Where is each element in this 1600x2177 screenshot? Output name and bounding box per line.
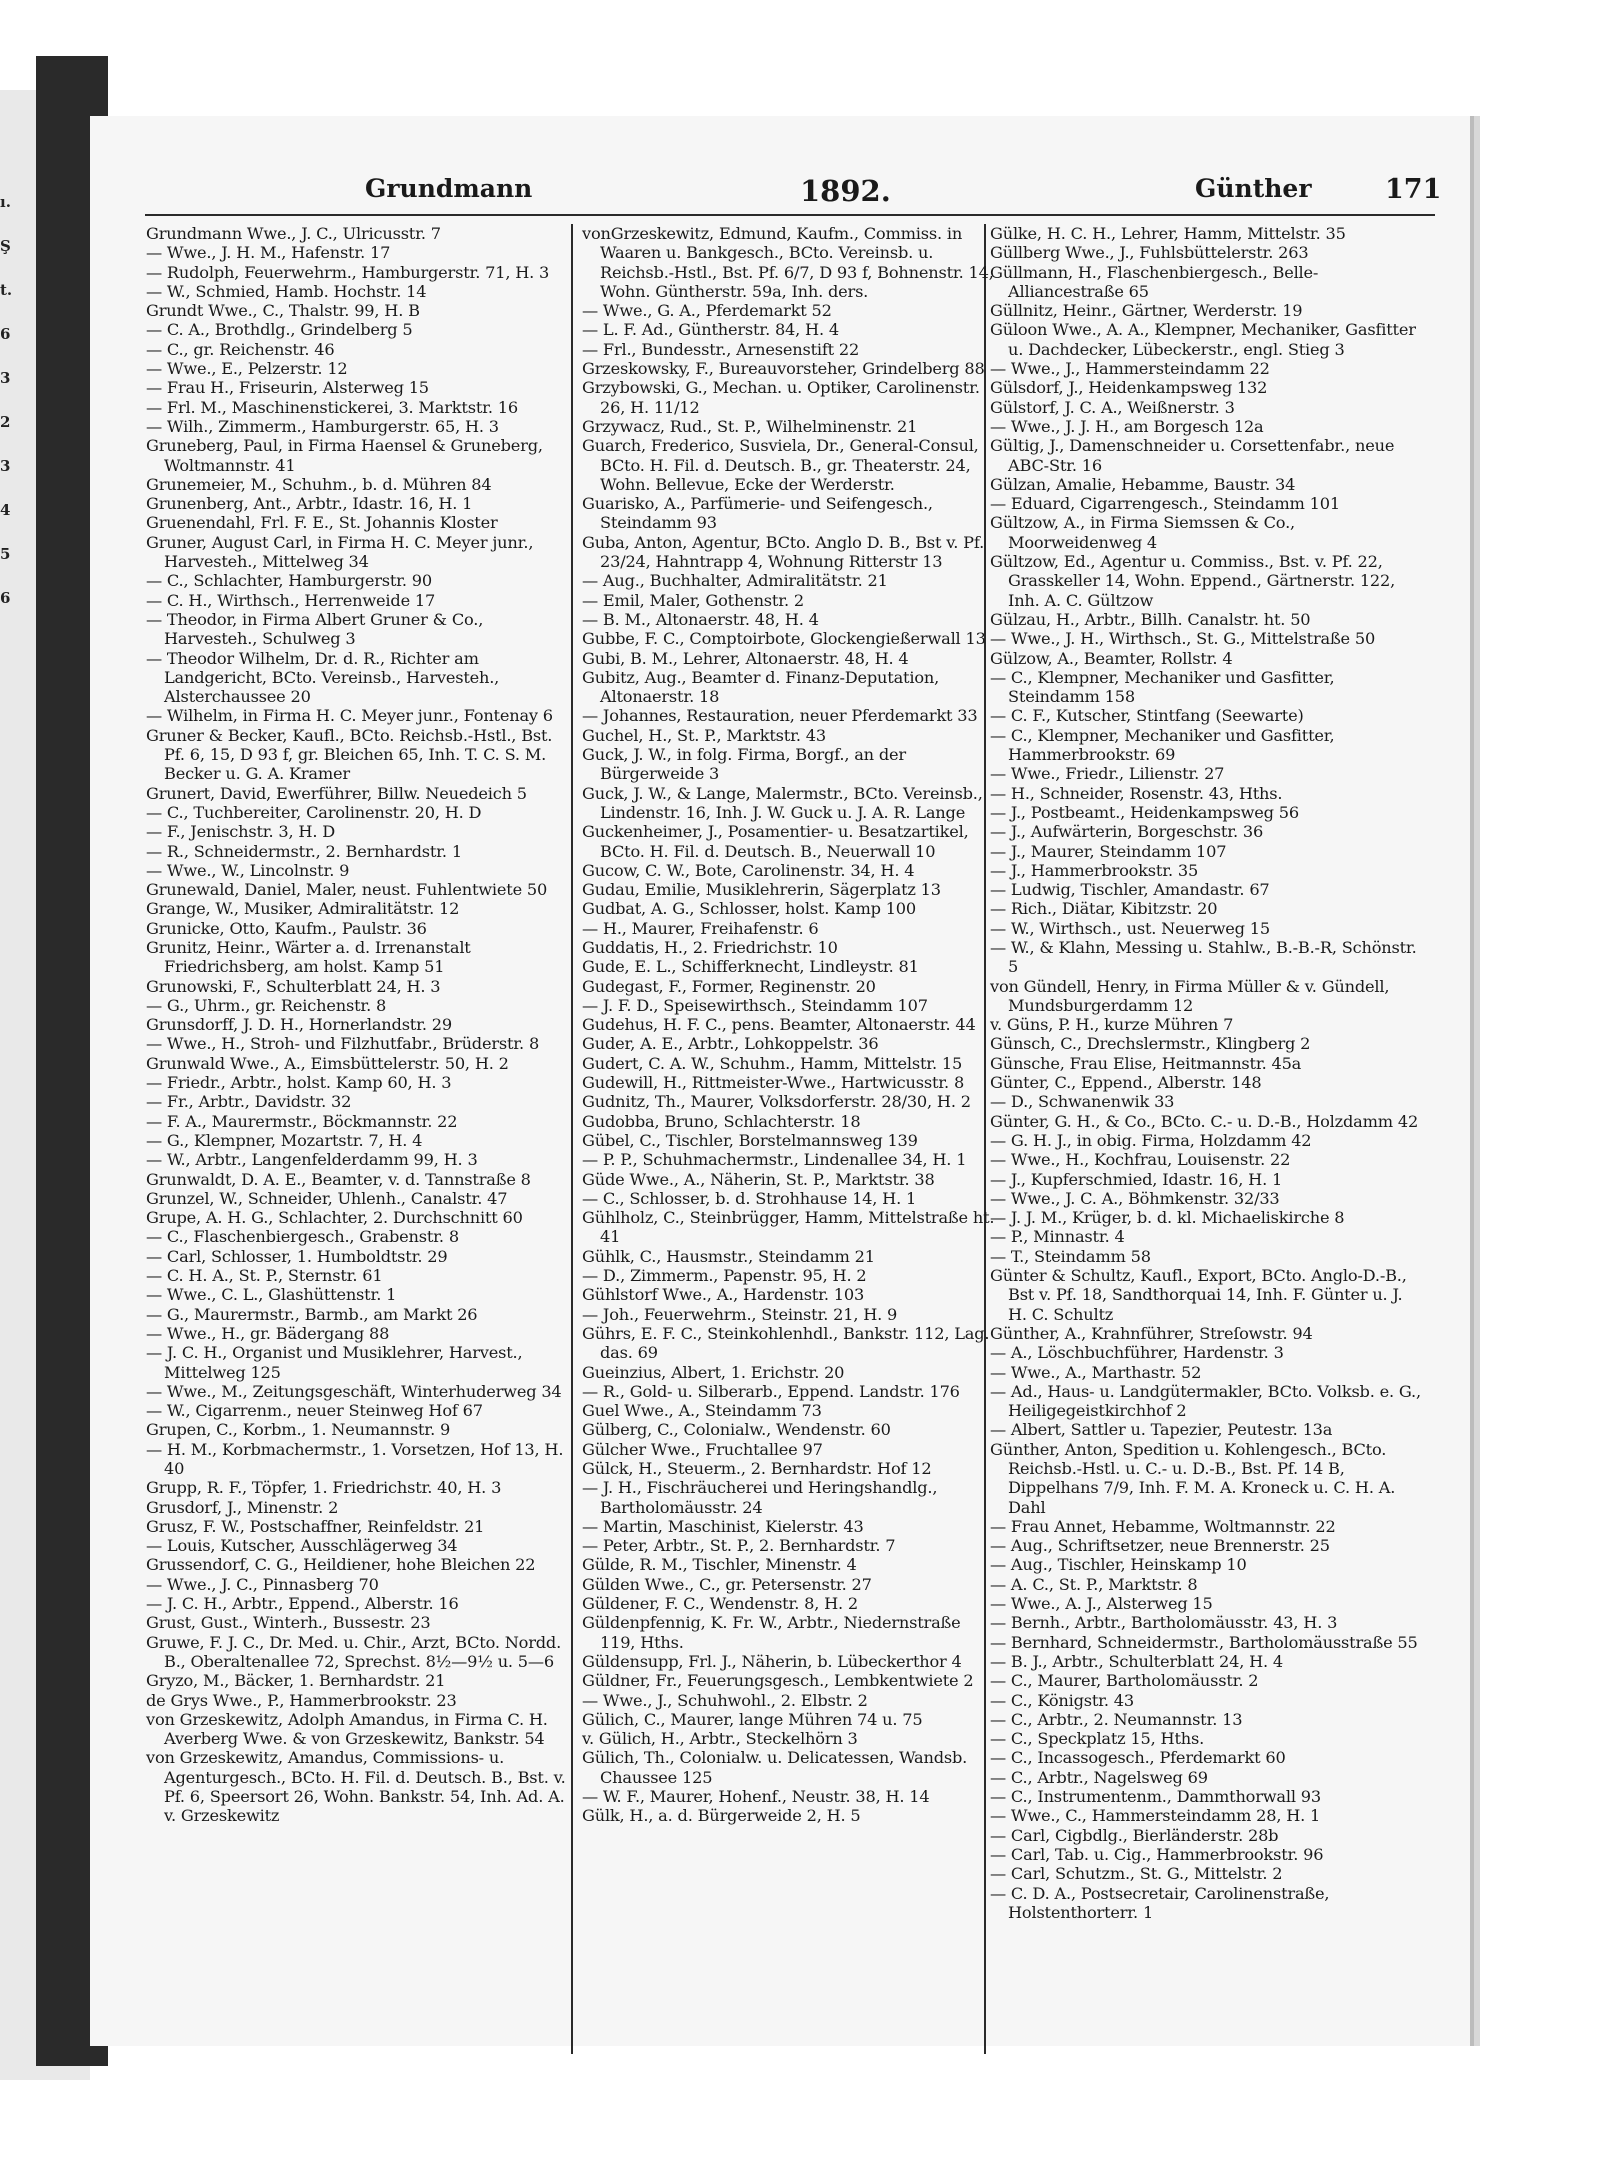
margin-fragment: ı. — [0, 193, 11, 211]
directory-entry: Grussendorf, C. G., Heildiener, hohe Bleichen 22 — [146, 1555, 536, 1575]
directory-entry: — W., Cigarrenm., neuer Steinweg Hof 67 — [146, 1401, 483, 1421]
directory-entry: — J. C. H., Arbtr., Eppend., Alberstr. 16 — [146, 1594, 459, 1614]
directory-entry: Güde Wwe., A., Näherin, St. P., Marktstr. 38 — [582, 1169, 935, 1189]
directory-entry: — C. A., Brothdlg., Grindelberg 5 — [146, 320, 413, 340]
directory-entry: — Wwe., C. L., Glashüttenstr. 1 — [146, 1285, 397, 1305]
directory-entry: Grunewald, Daniel, Maler, neust. Fuhlentwiete 50 — [146, 880, 548, 900]
directory-entry: — Emil, Maler, Gothenstr. 2 — [582, 590, 804, 610]
directory-entry: — Louis, Kutscher, Ausschlägerweg 34 — [146, 1536, 458, 1556]
directory-entry: Güldensupp, Frl. J., Näherin, b. Lübeckerthor 4 — [582, 1651, 962, 1671]
directory-entry: — Theodor, in Firma Albert Gruner & Co., Harvesteh., Schulweg 3 — [146, 609, 484, 649]
directory-entry: — Carl, Cigbdlg., Bierländerstr. 28b — [990, 1825, 1279, 1845]
directory-entry: Güllmann, H., Flaschenbiergesch., Belle-Alliancestraße 65 — [990, 262, 1319, 301]
directory-entry: Grunowski, F., Schulterblatt 24, H. 3 — [146, 976, 441, 996]
directory-entry: — Wwe., J., Schuhwohl., 2. Elbstr. 2 — [582, 1690, 868, 1710]
directory-entry: — Frl., Bundesstr., Arnesenstift 22 — [582, 339, 860, 359]
directory-entry: — C., Arbtr., Nagelsweg 69 — [990, 1767, 1208, 1787]
margin-fragment: 3 — [0, 369, 11, 387]
directory-entry: — D., Schwanenwik 33 — [990, 1092, 1175, 1112]
directory-entry: Grunitz, Heinr., Wärter a. d. Irrenanstalt Friedrichsberg, am holst. Kamp 51 — [146, 937, 471, 977]
directory-entry: — Wwe., H., Kochfrau, Louisenstr. 22 — [990, 1150, 1291, 1170]
directory-entry: — J., Hammerbrookstr. 35 — [990, 860, 1199, 880]
directory-entry: Guckenheimer, J., Posamentier- u. Besatzartikel, BCto. H. Fil. d. Deutsch. B., Neuerwall 10 — [582, 822, 969, 861]
directory-entry: Gübel, C., Tischler, Borstelmannsweg 139 — [582, 1130, 918, 1150]
directory-entry: Gülde, R. M., Tischler, Minenstr. 4 — [582, 1555, 857, 1575]
directory-entry: Grundmann Wwe., J. C., Ulricusstr. 7 — [146, 224, 441, 243]
directory-entry: — Carl, Schlosser, 1. Humboldtstr. 29 — [146, 1246, 448, 1266]
margin-fragment: Ş — [0, 237, 11, 255]
directory-entry: Gültig, J., Damenschneider u. Corsettenfabr., neue ABC-Str. 16 — [990, 436, 1395, 475]
directory-entry: Gudert, C. A. W., Schuhm., Hamm, Mittelstr. 15 — [582, 1053, 963, 1073]
directory-entry: Grusz, F. W., Postschaffner, Reinfeldstr. 21 — [146, 1516, 485, 1536]
directory-entry: Guck, J. W., & Lange, Malermstr., BCto. Vereinsb., Lindenstr. 16, Inh. J. W. Guck u. J. A. R. Lange — [582, 783, 983, 822]
directory-entry: — Wwe., J. H. M., Hafenstr. 17 — [146, 243, 391, 263]
directory-entry: — C., Königstr. 43 — [990, 1690, 1135, 1710]
directory-entry: Gudau, Emilie, Musiklehrerin, Sägerplatz 13 — [582, 880, 941, 900]
directory-entry: Grunwaldt, D. A. E., Beamter, v. d. Tannstraße 8 — [146, 1169, 531, 1189]
directory-entry: — A., Löschbuchführer, Hardenstr. 3 — [990, 1343, 1284, 1363]
directory-entry: Grupen, C., Korbm., 1. Neumannstr. 9 — [146, 1420, 451, 1440]
directory-entry: — Wwe., A., Marthastr. 52 — [990, 1362, 1202, 1382]
directory-entry: — C. F., Kutscher, Stintfang (Seewarte) — [990, 706, 1304, 726]
directory-entry: — Friedr., Arbtr., holst. Kamp 60, H. 3 — [146, 1073, 452, 1093]
directory-entry: Güloon Wwe., A. A., Klempner, Mechaniker, Gasfitter u. Dachdecker, Lübeckerstr., engl. Stieg 3 — [990, 320, 1416, 359]
directory-entry: — B. J., Arbtr., Schulterblatt 24, H. 4 — [990, 1651, 1284, 1671]
directory-entry: — C., gr. Reichenstr. 46 — [146, 339, 335, 359]
margin-fragment: 5 — [0, 545, 11, 563]
directory-entry: Grupp, R. F., Töpfer, 1. Friedrichstr. 40, H. 3 — [146, 1478, 502, 1498]
directory-entry: Güldener, F. C., Wendenstr. 8, H. 2 — [582, 1594, 859, 1614]
directory-entry: Günther, Anton, Spedition u. Kohlengesch., BCto. Reichsb.-Hstl. u. C.- u. D.-B., Bst. Pf. 14 B, Dippelhans 7/9, Inh. F. M. A. Kroneck u. C. H. A. Dahl — [990, 1439, 1396, 1517]
header-year: 1892. — [800, 174, 891, 208]
directory-entry: Gülk, H., a. d. Bürgerweide 2, H. 5 — [582, 1806, 861, 1826]
directory-entry: — Wilh., Zimmerm., Hamburgerstr. 65, H. 3 — [146, 416, 499, 436]
directory-entry: Gühlholz, C., Steinbrügger, Hamm, Mittelstraße ht. 41 — [582, 1208, 995, 1247]
directory-entry: Gubbe, F. C., Comptoirbote, Glockengießerwall 13 — [582, 629, 986, 649]
directory-entry: Gülich, C., Maurer, lange Mühren 74 u. 75 — [582, 1709, 923, 1729]
directory-entry: Gudewill, H., Rittmeister-Wwe., Hartwicusstr. 8 — [582, 1073, 965, 1093]
directory-entry: — R., Schneidermstr., 2. Bernhardstr. 1 — [146, 841, 462, 861]
directory-entry: — G. H. J., in obig. Firma, Holzdamm 42 — [990, 1130, 1312, 1150]
directory-entry: Grusdorf, J., Minenstr. 2 — [146, 1497, 339, 1517]
directory-entry: — Wwe., E., Pelzerstr. 12 — [146, 359, 348, 379]
directory-entry: — H. M., Korbmachermstr., 1. Vorsetzen, Hof 13, H. 40 — [146, 1439, 564, 1478]
directory-entry: — C., Arbtr., 2. Neumannstr. 13 — [990, 1709, 1243, 1729]
directory-entry: — Frau Annet, Hebamme, Woltmannstr. 22 — [990, 1516, 1336, 1536]
directory-entry: — C., Speckplatz 15, Hths. — [990, 1729, 1205, 1749]
directory-column-2 — [582, 224, 997, 1826]
directory-entry: — C., Tuchbereiter, Carolinenstr. 20, H. D — [146, 802, 482, 822]
directory-entry: — F. A., Maurermstr., Böckmannstr. 22 — [146, 1111, 458, 1131]
directory-entry: Grunwald Wwe., A., Eimsbüttelerstr. 50, H. 2 — [146, 1053, 509, 1073]
directory-entry: Günter, G. H., & Co., BCto. C.- u. D.-B., Holzdamm 42 — [990, 1111, 1419, 1131]
directory-entry: Gülsdorf, J., Heidenkampsweg 132 — [990, 378, 1268, 398]
directory-entry: Grunert, David, Ewerführer, Billw. Neuedeich 5 — [146, 783, 527, 803]
directory-entry: — C., Schlachter, Hamburgerstr. 90 — [146, 571, 432, 591]
directory-entry: Gruwe, F. J. C., Dr. Med. u. Chir., Arzt, BCto. Nordd. B., Oberaltenallee 72, Sprechst. 8½—9½ u. 5—6 — [146, 1632, 562, 1671]
directory-entry: — Frau H., Friseurin, Alsterweg 15 — [146, 378, 429, 398]
directory-entry: von Grzeskewitz, Adolph Amandus, in Firma C. H. Averberg Wwe. & von Grzeskewitz, Bankstr. 54 — [146, 1709, 548, 1749]
directory-entry: Gülzau, H., Arbtr., Billh. Canalstr. ht. 50 — [990, 609, 1311, 629]
directory-entry: — J. C. H., Organist und Musiklehrer, Harvest., Mittelweg 125 — [146, 1343, 523, 1382]
directory-entry: v. Gülich, H., Arbtr., Steckelhörn 3 — [582, 1729, 858, 1749]
directory-entry: — C., Schlosser, b. d. Strohhause 14, H. 1 — [582, 1188, 917, 1208]
directory-entry: Guba, Anton, Agentur, BCto. Anglo D. B., Bst v. Pf. 23/24, Hahntrapp 4, Wohnung Ritterstr 13 — [582, 532, 985, 572]
directory-entry: — C. D. A., Postsecretair, Carolinenstraße, Holstenthorterr. 1 — [990, 1883, 1330, 1922]
directory-entry: Gubi, B. M., Lehrer, Altonaerstr. 48, H. 4 — [582, 648, 909, 668]
directory-entry: — Wwe., J. C., Pinnasberg 70 — [146, 1574, 379, 1594]
directory-entry: — Ad., Haus- u. Landgütermakler, BCto. Volksb. e. G., Heiligegeistkirchhof 2 — [990, 1381, 1421, 1421]
directory-entry: — Wwe., A. J., Alsterweg 15 — [990, 1594, 1213, 1614]
directory-entry: — W., & Klahn, Messing u. Stahlw., B.-B.-R, Schönstr. 5 — [990, 937, 1417, 977]
directory-entry: — Bernh., Arbtr., Bartholomäusstr. 43, H. 3 — [990, 1613, 1338, 1633]
directory-entry: — B. M., Altonaerstr. 48, H. 4 — [582, 609, 819, 629]
directory-entry: Guchel, H., St. P., Marktstr. 43 — [582, 725, 826, 745]
directory-entry: Günther, A., Krahnführer, Streſowstr. 94 — [990, 1323, 1313, 1343]
directory-entry: — L. F. Ad., Güntherstr. 84, H. 4 — [582, 320, 839, 340]
directory-entry: — Carl, Tab. u. Cig., Hammerbrookstr. 96 — [990, 1844, 1324, 1864]
directory-entry: — H., Schneider, Rosenstr. 43, Hths. — [990, 783, 1283, 803]
directory-entry: — C., Klempner, Mechaniker und Gasfitter, Hammerbrookstr. 69 — [990, 725, 1335, 765]
directory-entry: — Johannes, Restauration, neuer Pferdemarkt 33 — [582, 706, 978, 726]
directory-entry: — W., Wirthsch., ust. Neuerweg 15 — [990, 918, 1270, 938]
directory-entry: Guddatis, H., 2. Friedrichstr. 10 — [582, 937, 838, 957]
directory-entry: — Wwe., M., Zeitungsgeschäft, Winterhuderweg 34 — [146, 1381, 562, 1401]
directory-entry: — Joh., Feuerwehrm., Steinstr. 21, H. 9 — [582, 1304, 898, 1324]
directory-entry: Gucow, C. W., Bote, Carolinenstr. 34, H. 4 — [582, 860, 915, 880]
directory-entry: Grunicke, Otto, Kaufm., Paulstr. 36 — [146, 918, 427, 938]
directory-entry: — A. C., St. P., Marktstr. 8 — [990, 1574, 1198, 1594]
directory-entry: — G., Klempner, Mozartstr. 7, H. 4 — [146, 1130, 423, 1150]
directory-entry: Grupe, A. H. G., Schlachter, 2. Durchschnitt 60 — [146, 1208, 523, 1228]
directory-entry: Grzywacz, Rud., St. P., Wilhelminenstr. 21 — [582, 416, 918, 436]
margin-fragment: t. — [0, 281, 13, 299]
directory-entry: Gülberg, C., Colonialw., Wendenstr. 60 — [582, 1420, 891, 1440]
directory-entry: Grunzel, W., Schneider, Uhlenh., Canalstr. 47 — [146, 1188, 508, 1208]
directory-entry: — Martin, Maschinist, Kielerstr. 43 — [582, 1516, 864, 1536]
directory-entry: Gülck, H., Steuerm., 2. Bernhardstr. Hof 12 — [582, 1459, 932, 1478]
directory-entry: Gudehus, H. F. C., pens. Beamter, Altonaerstr. 44 — [582, 1015, 976, 1035]
directory-entry: — Wwe., J., Hammersteindamm 22 — [990, 359, 1270, 379]
directory-entry: Grunemeier, M., Schuhm., b. d. Mühren 84 — [146, 474, 492, 494]
previous-page-margin-text — [0, 180, 14, 620]
directory-entry: Grange, W., Musiker, Admiralitätstr. 12 — [146, 899, 460, 919]
directory-entry: Gührs, E. F. C., Steinkohlenhdl., Bankstr. 112, Lag. das. 69 — [582, 1323, 990, 1363]
header-rule — [145, 214, 1435, 216]
directory-entry: Güllnitz, Heinr., Gärtner, Werderstr. 19 — [990, 301, 1303, 321]
directory-entry: Gryzo, M., Bäcker, 1. Bernhardstr. 21 — [146, 1671, 446, 1691]
directory-entry: — Albert, Sattler u. Tapezier, Peutestr. 13a — [990, 1420, 1333, 1440]
directory-entry: Gubitz, Aug., Beamter d. Finanz-Deputation, Altonaerstr. 18 — [582, 667, 940, 707]
margin-fragment: 2 — [0, 413, 11, 431]
directory-entry: Günter & Schultz, Kaufl., Export, BCto. Anglo-D.-B., Bst v. Pf. 18, Sandthorquai 14, Inh. F. Günter u. J. H. C. Schultz — [990, 1266, 1407, 1324]
directory-entry: — Wwe., W., Lincolnstr. 9 — [146, 860, 350, 880]
directory-entry: — Wwe., G. A., Pferdemarkt 52 — [582, 301, 832, 321]
directory-entry: — J., Maurer, Steindamm 107 — [990, 841, 1227, 861]
directory-entry: — Wwe., J. J. H., am Borgesch 12a — [990, 416, 1264, 436]
margin-fragment: 6 — [0, 325, 11, 343]
directory-entry: — J., Postbeamt., Heidenkampsweg 56 — [990, 802, 1299, 822]
directory-entry: Grust, Gust., Winterh., Bussestr. 23 — [146, 1613, 431, 1633]
directory-entry: — Frl. M., Maschinenstickerei, 3. Marktstr. 16 — [146, 397, 518, 417]
directory-entry: Günsch, C., Drechslermstr., Klingberg 2 — [990, 1034, 1311, 1054]
directory-entry: — F., Jenischstr. 3, H. D — [146, 822, 335, 842]
directory-entry: Gülzow, A., Beamter, Rollstr. 4 — [990, 648, 1233, 668]
directory-entry: — Ludwig, Tischler, Amandastr. 67 — [990, 880, 1270, 900]
directory-entry: Gruneberg, Paul, in Firma Haensel & Gruneberg, Woltmannstr. 41 — [146, 436, 543, 475]
directory-entry: Gülden Wwe., C., gr. Petersenstr. 27 — [582, 1574, 872, 1594]
page-header — [150, 174, 1490, 214]
directory-entry: — Wwe., J. C. A., Böhmkenstr. 32/33 — [990, 1188, 1280, 1208]
directory-entry: Gudnitz, Th., Maurer, Volksdorferstr. 28/30, H. 2 — [582, 1092, 971, 1112]
directory-entry: — T., Steindamm 58 — [990, 1246, 1151, 1266]
directory-entry: Günter, C., Eppend., Alberstr. 148 — [990, 1073, 1262, 1093]
directory-entry: — Wwe., H., gr. Bädergang 88 — [146, 1323, 390, 1343]
directory-entry: — W., Arbtr., Langenfelderdamm 99, H. 3 — [146, 1150, 478, 1170]
directory-entry: — Theodor Wilhelm, Dr. d. R., Richter am Landgericht, BCto. Vereinsb., Harvesteh., Alsterchaussee 20 — [146, 648, 500, 707]
directory-column-1 — [146, 224, 576, 1826]
directory-entry: — Aug., Tischler, Heinskamp 10 — [990, 1555, 1247, 1575]
directory-entry: Günsche, Frau Elise, Heitmannstr. 45a — [990, 1053, 1302, 1073]
directory-entry: — Rudolph, Feuerwehrm., Hamburgerstr. 71, H. 3 — [146, 262, 550, 282]
directory-entry: — J., Kupferschmied, Idastr. 16, H. 1 — [990, 1169, 1283, 1189]
directory-entry: v. Güns, P. H., kurze Mühren 7 — [990, 1015, 1234, 1035]
directory-entry: Gühlk, C., Hausmstr., Steindamm 21 — [582, 1246, 875, 1266]
directory-entry: Guarch, Frederico, Susviela, Dr., General-Consul, BCto. H. Fil. d. Deutsch. B., gr. Theaterstr. 24, Wohn. Bellevue, Ecke der Werderstr. — [582, 436, 979, 494]
directory-entry: Guarisko, A., Parfümerie- und Seifengesch., Steindamm 93 — [582, 494, 933, 533]
page-number: 171 — [1385, 174, 1442, 205]
directory-entry: Gueinzius, Albert, 1. Erichstr. 20 — [582, 1362, 845, 1382]
directory-entry: — C., Maurer, Bartholomäusstr. 2 — [990, 1671, 1259, 1691]
directory-entry: Guder, A. E., Arbtr., Lohkoppelstr. 36 — [582, 1034, 879, 1054]
directory-entry: — R., Gold- u. Silberarb., Eppend. Landstr. 176 — [582, 1381, 960, 1401]
directory-entry: Grundt Wwe., C., Thalstr. 99, H. B — [146, 301, 420, 321]
directory-entry: Gülich, Th., Colonialw. u. Delicatessen, Wandsb. Chaussee 125 — [582, 1748, 968, 1787]
directory-entry: — Fr., Arbtr., Davidstr. 32 — [146, 1092, 352, 1112]
directory-entry: — C., Incassogesch., Pferdemarkt 60 — [990, 1748, 1286, 1768]
directory-entry: — H., Maurer, Freihafenstr. 6 — [582, 918, 819, 938]
directory-entry: — Aug., Buchhalter, Admiralitätstr. 21 — [582, 571, 888, 591]
directory-entry: — J. F. D., Speisewirthsch., Steindamm 107 — [582, 995, 928, 1015]
directory-entry: Gülke, H. C. H., Lehrer, Hamm, Mittelstr. 35 — [990, 224, 1346, 243]
directory-entry: — P. P., Schuhmachermstr., Lindenallee 34, H. 1 — [582, 1150, 967, 1170]
directory-entry: Güldner, Fr., Feuerungsgesch., Lembkentwiete 2 — [582, 1671, 974, 1691]
directory-entry: Gültzow, A., in Firma Siemssen & Co., Moorweidenweg 4 — [990, 513, 1295, 552]
directory-entry: — Peter, Arbtr., St. P., 2. Bernhardstr. 7 — [582, 1536, 896, 1556]
directory-entry: Gülstorf, J. C. A., Weißnerstr. 3 — [990, 397, 1235, 417]
directory-entry: — Wwe., H., Stroh- und Filzhutfabr., Brüderstr. 8 — [146, 1034, 540, 1054]
directory-entry: de Grys Wwe., P., Hammerbrookstr. 23 — [146, 1690, 457, 1710]
directory-entry: Guck, J. W., in folg. Firma, Borgf., an der Bürgerweide 3 — [582, 745, 906, 784]
directory-entry: — Wwe., C., Hammersteindamm 28, H. 1 — [990, 1806, 1321, 1826]
directory-column-3 — [990, 224, 1425, 1922]
directory-entry: von Grzeskewitz, Amandus, Commissions- u. Agenturgesch., BCto. H. Fil. d. Deutsch. B., Bst. v. Pf. 6, Speersort 26, Wohn. Bankstr. 54, Inh. Ad. A. v. Grzeskewitz — [146, 1748, 566, 1826]
directory-entry: — C. H. A., St. P., Sternstr. 61 — [146, 1266, 383, 1286]
directory-entry: — Carl, Schutzm., St. G., Mittelstr. 2 — [990, 1864, 1283, 1884]
directory-entry: Gudbat, A. G., Schlosser, holst. Kamp 100 — [582, 899, 916, 919]
directory-entry: — G., Maurermstr., Barmb., am Markt 26 — [146, 1304, 478, 1324]
directory-entry: — J., Aufwärterin, Borgeschstr. 36 — [990, 822, 1264, 842]
directory-entry: — P., Minnastr. 4 — [990, 1227, 1125, 1247]
directory-entry: Grunenberg, Ant., Arbtr., Idastr. 16, H. 1 — [146, 494, 473, 514]
directory-entry: Grunsdorff, J. D. H., Hornerlandstr. 29 — [146, 1015, 452, 1035]
directory-entry: — Bernhard, Schneidermstr., Bartholomäusstraße 55 — [990, 1632, 1418, 1652]
directory-entry: — Wwe., Friedr., Lilienstr. 27 — [990, 764, 1225, 784]
directory-entry: von Gündell, Henry, in Firma Müller & v. Gündell, Mundsburgerdamm 12 — [990, 976, 1390, 1015]
directory-entry: Grzeskowsky, F., Bureauvorsteher, Grindelberg 88 — [582, 359, 985, 379]
directory-entry: — J. J. M., Krüger, b. d. kl. Michaeliskirche 8 — [990, 1208, 1345, 1228]
directory-entry: — Wwe., J. H., Wirthsch., St. G., Mittelstraße 50 — [990, 629, 1376, 649]
directory-entry: — J. H., Fischräucherei und Heringshandlg., Bartholomäusstr. 24 — [582, 1478, 938, 1517]
directory-entry: Gruner & Becker, Kaufl., BCto. Reichsb.-Hstl., Bst. Pf. 6, 15, D 93 f, gr. Bleichen 65, Inh. T. C. S. M. Becker u. G. A. Kramer — [146, 725, 553, 784]
directory-entry: Gülcher Wwe., Fruchtallee 97 — [582, 1439, 823, 1459]
directory-entry: Gruenendahl, Frl. F. E., St. Johannis Kloster — [146, 513, 498, 533]
directory-page — [90, 116, 1470, 2046]
directory-entry: — D., Zimmerm., Papenstr. 95, H. 2 — [582, 1266, 867, 1286]
directory-entry: — Aug., Schriftsetzer, neue Brennerstr. 25 — [990, 1536, 1330, 1556]
directory-entry: Grzybowski, G., Mechan. u. Optiker, Carolinenstr. 26, H. 11/12 — [582, 378, 980, 417]
directory-entry: — Wilhelm, in Firma H. C. Meyer junr., Fontenay 6 — [146, 706, 553, 726]
directory-entry: Gültzow, Ed., Agentur u. Commiss., Bst. v. Pf. 22, Grasskeller 14, Wohn. Eppend., Gärtnerstr. 122, Inh. A. C. Gültzow — [990, 552, 1396, 610]
directory-entry: Güldenpfennig, K. Fr. W., Arbtr., Niedernstraße 119, Hths. — [582, 1613, 961, 1652]
directory-entry: — C., Flaschenbiergesch., Grabenstr. 8 — [146, 1227, 459, 1247]
directory-entry: — Eduard, Cigarrengesch., Steindamm 101 — [990, 494, 1340, 514]
header-left-keyword: Grundmann — [365, 174, 533, 203]
directory-entry: Gudegast, F., Former, Reginenstr. 20 — [582, 976, 876, 996]
directory-entry: vonGrzeskewitz, Edmund, Kaufm., Commiss. in Waaren u. Bankgesch., BCto. Vereinsb. u. Reichsb.-Hstl., Bst. Pf. 6/7, D 93 f, Bohnenstr. 14, Wohn. Güntherstr. 59a, Inh. ders. — [582, 224, 994, 301]
header-right-keyword: Günther — [1195, 174, 1312, 203]
directory-entry: Gruner, August Carl, in Firma H. C. Meyer junr., Harvesteh., Mittelweg 34 — [146, 532, 534, 572]
directory-entry: — Rich., Diätar, Kibitzstr. 20 — [990, 899, 1218, 919]
margin-fragment: 6 — [0, 589, 11, 607]
directory-entry: Gude, E. L., Schifferknecht, Lindleystr. 81 — [582, 957, 919, 977]
directory-entry: Guel Wwe., A., Steindamm 73 — [582, 1401, 822, 1421]
margin-fragment: 4 — [0, 501, 11, 519]
directory-entry: — C., Instrumentenm., Dammthorwall 93 — [990, 1787, 1321, 1807]
directory-entry: Gudobba, Bruno, Schlachterstr. 18 — [582, 1111, 861, 1131]
margin-fragment: 3 — [0, 457, 11, 475]
directory-entry: Güllberg Wwe., J., Fuhlsbüttelerstr. 263 — [990, 243, 1309, 263]
directory-entry: — C. H., Wirthsch., Herrenweide 17 — [146, 590, 436, 610]
directory-entry: Gülzan, Amalie, Hebamme, Baustr. 34 — [990, 474, 1296, 494]
directory-entry: Gühlstorf Wwe., A., Hardenstr. 103 — [582, 1285, 865, 1305]
directory-entry: — G., Uhrm., gr. Reichenstr. 8 — [146, 995, 387, 1015]
directory-entry: — C., Klempner, Mechaniker und Gasfitter, Steindamm 158 — [990, 667, 1335, 707]
directory-entry: — W., Schmied, Hamb. Hochstr. 14 — [146, 281, 427, 301]
directory-entry: — W. F., Maurer, Hohenf., Neustr. 38, H. 14 — [582, 1787, 930, 1807]
